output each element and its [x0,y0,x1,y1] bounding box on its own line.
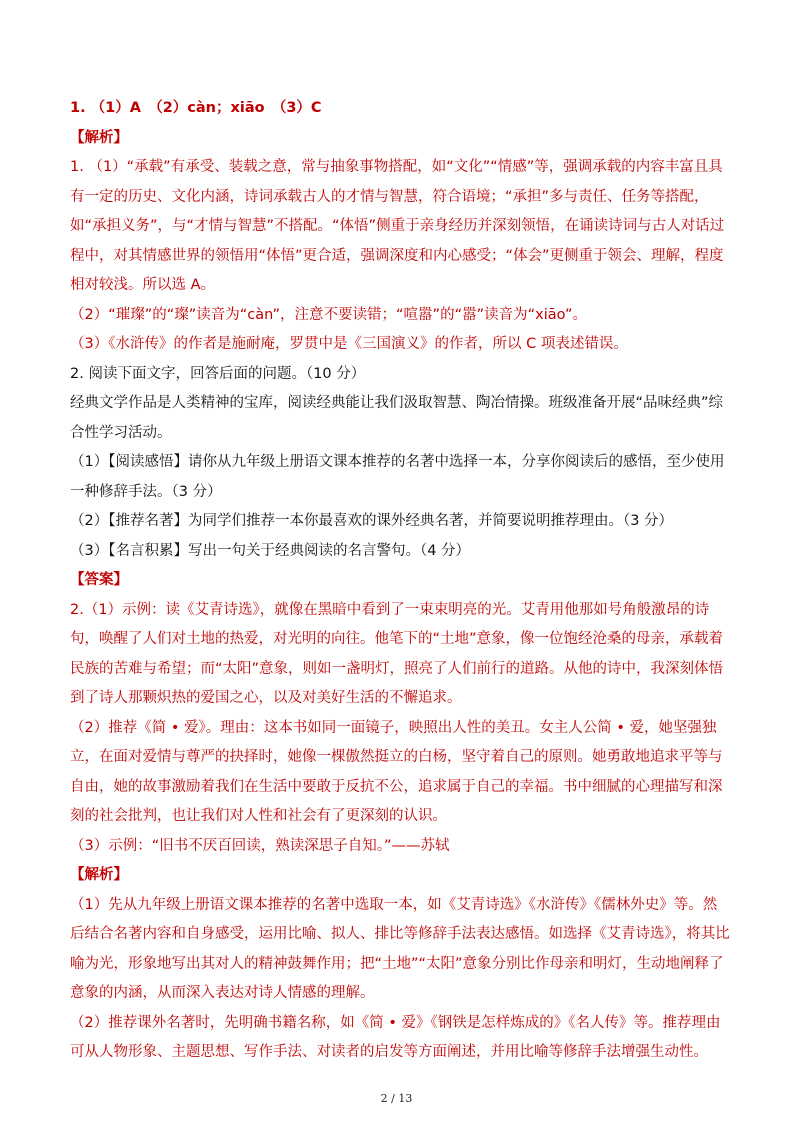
analysis-1-part-2: （2）“璀璨”的“璨”读音为“càn”，注意不要读错；“喧嚣”的“嚣”读音为“xiāo”。 [70,306,587,323]
question-2-sub-3: （3）【名言积累】写出一句关于经典阅读的名言警句。（4 分） [70,542,471,559]
analysis-2-part-1: （1）先从九年级上册语文课本推荐的名著中选取一本，如《艾青诗选》《水浒传》《儒林外史》等。然后结合名著内容和自身感受，运用比喻、拟人、排比等修辞手法表达感悟。如选择《艾青诗选》，将其比喻为光，形象地写出其对人的精神鼓舞作用；把“土地”“太阳”意象分别比作母亲和明灯，生动地阐释了意象的内涵，从而深入表达对诗人情感的理解。 [70,896,730,1001]
answer-2-part-3: （3）示例：“旧书不厌百回读，熟读深思子自知。”——苏轼 [70,837,450,854]
answer-2-part-2: （2）推荐《简 • 爱》。理由：这本书如同一面镜子，映照出人性的美丑。女主人公简 • 爱，她坚强独立，在面对爱情与尊严的抉择时，她像一棵傲然挺立的白杨，坚守着自己的原则。她勇敢地追求平等与自由，她的故事激励着我们在生活中要敢于反抗不公，追求属于自己的幸福。书中细腻的心理描写和深刻的社会批判，也让我们对人性和社会有了更深刻的认识。 [70,719,723,824]
answer-2-part-1: 2.（1）示例：读《艾青诗选》，就像在黑暗中看到了一束束明亮的光。艾青用他那如号角般激昂的诗句，唤醒了人们对土地的热爱，对光明的向往。他笔下的“土地”意象，像一位饱经沧桑的母亲，承载着民族的苦难与希望；而“太阳”意象，则如一盏明灯，照亮了人们前行的道路。从他的诗中，我深刻体悟到了诗人那颗炽热的爱国之心，以及对美好生活的不懈追求。 [70,601,724,706]
analysis-1-part-1: 1. （1）“承载”有承受、装载之意，常与抽象事物搭配，如“文化”“情感”等，强调承载的内容丰富且具有一定的历史、文化内涵，诗词承载古人的才情与智慧，符合语境；“承担”多与责任、任务等搭配，如“承担义务”，与“才情与智慧”不搭配。“体悟”侧重于亲身经历并深刻领悟，在诵读诗词与古人对话过程中，对其情感世界的领悟用“体悟”更合适，强调深度和内心感受；“体会”更侧重于领会、理解，程度相对较浅。所以选 A。 [70,159,725,293]
question-2-sub-2: （2）【推荐名著】为同学们推荐一本你最喜欢的课外经典名著，并简要说明推荐理由。（3 分） [70,513,674,529]
question-2-intro: 经典文学作品是人类精神的宝库，阅读经典能让我们汲取智慧、陶冶情操。班级准备开展“品味经典”综合性学习活动。 [70,395,724,441]
analysis-2-part-2: （2）推荐课外名著时，先明确书籍名称，如《简 • 爱》《钢铁是怎样炼成的》《名人传》等。推荐理由可从人物形象、主题思想、写作手法、对读者的启发等方面阐述，并用比喻等修辞手法增强生动性。 [70,1014,721,1060]
answer-label-2: 【答案】 [70,572,128,588]
question-2-stem: 2. 阅读下面文字，回答后面的问题。（10 分） [70,365,366,382]
answer-1-heading: 1. （1）A （2）càn；xiāo （3）C [70,100,322,116]
analysis-1-part-3: （3）《水浒传》的作者是施耐庵，罗贯中是《三国演义》的作者，所以 C 项表述错误。 [70,336,628,352]
page-number: 2 / 13 [380,1092,413,1105]
page-content [70,94,730,1068]
question-2-sub-1: （1）【阅读感悟】请你从九年级上册语文课本推荐的名著中选择一本，分享你阅读后的感悟，至少使用一种修辞手法。（3 分） [70,454,725,500]
analysis-label-1: 【解析】 [70,129,128,146]
analysis-label-2: 【解析】 [70,867,128,883]
